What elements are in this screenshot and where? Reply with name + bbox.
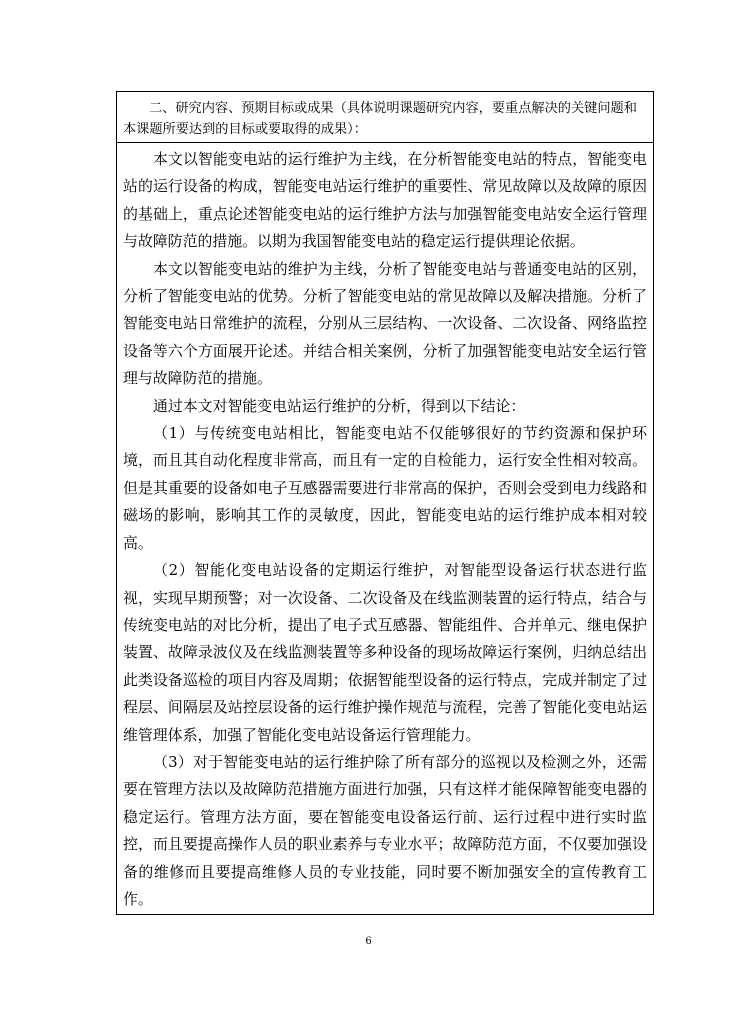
section-body <box>117 144 653 913</box>
paragraph: 本文以智能变电站的维护为主线，分析了智能变电站与普通变电站的区别，分析了智能变电站的优势。分析了智能变电站的常见故障以及解决措施。分析了智能变电站日常维护的流程，分别从三层结构、一次设备、二次设备、网络监控设备等六个方面展开论述。并结合相关案例，分析了加强智能变电站安全运行管理与故障防范的措施。 <box>123 259 647 388</box>
paragraph: 通过本文对智能变电站运行维护的分析，得到以下结论： <box>153 396 526 415</box>
paragraph: （2）智能化变电站设备的定期运行维护，对智能型设备运行状态进行监视，实现早期预警；对一次设备、二次设备及在线监测装置的运行特点，结合与传统变电站的对比分析，提出了电子式互感器、智能组件、合并单元、继电保护装置、故障录波仪及在线监测装置等多种设备的现场故障运行案例，归纳总结出此类设备巡检的项目内容及周期；依据智能型设备的运行特点，完成并制定了过程层、间隔层及站控层设备的运行维护操作规范与流程，完善了智能化变电站运维管理体系，加强了智能化变电站设备运行管理能力。 <box>123 561 647 744</box>
content-table <box>116 91 654 915</box>
paragraph: 本文以智能变电站的运行维护为主线，在分析智能变电站的特点，智能变电站的运行设备的构成，智能变电站运行维护的重要性、常见故障以及故障的原因的基础上，重点论述智能变电站的运行维护方法与加强智能变电站安全运行管理与故障防范的措施。以期为我国智能变电站的稳定运行提供理论依据。 <box>123 150 647 251</box>
page-number: 6 <box>365 936 372 947</box>
paragraph: （3）对于智能变电站的运行维护除了所有部分的巡视以及检测之外，还需要在管理方法以及故障防范措施方面进行加强，只有这样才能保障智能变电器的稳定运行。管理方法方面，要在智能变电设备运行前、运行过程中进行实时监控，而且要提高操作人员的职业素养与专业水平；故障防范方面，不仅要加强设备的维修而且要提高维修人员的专业技能，同时要不断加强安全的宣传教育工作。 <box>123 752 647 908</box>
section-heading: 二、研究内容、预期目标或成果（具体说明课题研究内容，要重点解决的关键问题和本课题所要达到的目标或要取得的成果）： <box>117 92 653 143</box>
paragraph: （1）与传统变电站相比，智能变电站不仅能够很好的节约资源和保护环境，而且其自动化程度非常高，而且有一定的自检能力，运行安全性相对较高。但是其重要的设备如电子互感器需要进行非常高的保护，否则会受到电力线路和磁场的影响，影响其工作的灵敏度，因此，智能变电站的运行维护成本相对较高。 <box>123 424 647 552</box>
